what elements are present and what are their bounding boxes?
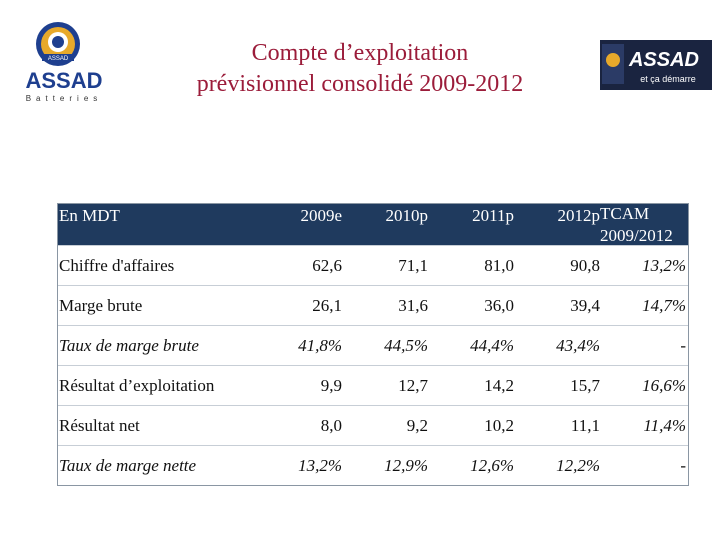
row-tcam: 16,6% [642, 375, 686, 395]
header-tcam-line2: 2009/2012 [600, 226, 673, 245]
row-value: 15,7 [570, 375, 600, 395]
row-value: 39,4 [570, 295, 600, 315]
row-value: 81,0 [484, 255, 514, 275]
row-label: Taux de marge brute [59, 335, 199, 355]
financial-table [57, 203, 689, 486]
logo-badge-text: ASSAD [47, 56, 69, 62]
row-value: 11,1 [570, 415, 600, 435]
title-line-2: prévisionnel consolidé 2009-2012 [196, 71, 524, 97]
row-value: 12,9% [384, 455, 428, 475]
header-label: En MDT [59, 206, 120, 225]
row-label: Taux de marge nette [59, 455, 197, 475]
row-value: 43,4% [556, 335, 600, 355]
table-header-row [58, 204, 688, 245]
row-value: 62,6 [312, 255, 342, 275]
row-tcam: 14,7% [642, 295, 686, 315]
row-value: 9,2 [406, 415, 428, 435]
row-label: Marge brute [59, 295, 143, 315]
header-tcam [600, 204, 686, 247]
row-label: Résultat net [59, 415, 140, 435]
table-row [58, 285, 688, 325]
row-value: 71,1 [398, 255, 428, 275]
table-row [58, 325, 688, 365]
header-year: 2009e [300, 206, 342, 225]
header-year: 2010p [385, 206, 428, 225]
header-tcam-line1: TCAM [600, 204, 650, 223]
row-label: Résultat d’exploitation [59, 375, 215, 395]
logo-brand-text: ASSAD [25, 68, 103, 93]
title-line-1: Compte d’exploitation [251, 40, 469, 66]
row-value: 12,6% [470, 455, 514, 475]
row-tcam: 11,4% [643, 415, 686, 435]
table-row [58, 445, 688, 485]
assad-slogan-logo [600, 40, 712, 90]
header-year: 2011p [472, 206, 514, 225]
row-tcam: - [680, 335, 686, 355]
row-value: 10,2 [484, 415, 514, 435]
logo-subtitle-text: Batteries [25, 94, 103, 103]
row-value: 26,1 [312, 295, 342, 315]
header-year: 2012p [557, 206, 600, 225]
row-value: 14,2 [484, 375, 514, 395]
slogan-logo-brand: ASSAD [628, 49, 700, 71]
row-value: 36,0 [484, 295, 514, 315]
row-value: 12,7 [398, 375, 428, 395]
table-row [58, 405, 688, 445]
row-value: 44,5% [384, 335, 428, 355]
row-tcam: 13,2% [642, 255, 686, 275]
slogan-logo-tagline: et ça démarre [640, 74, 696, 84]
row-tcam: - [680, 455, 686, 475]
page-title [150, 38, 570, 100]
row-value: 9,9 [320, 375, 342, 395]
table-row [58, 365, 688, 405]
assad-batteries-logo [6, 20, 126, 104]
row-value: 90,8 [570, 255, 600, 275]
row-value: 31,6 [398, 295, 428, 315]
row-value: 12,2% [556, 455, 600, 475]
table-row [58, 245, 688, 285]
row-value: 13,2% [298, 455, 342, 475]
row-value: 44,4% [470, 335, 514, 355]
row-label: Chiffre d'affaires [59, 255, 175, 275]
row-value: 41,8% [298, 335, 342, 355]
row-value: 8,0 [320, 415, 342, 435]
